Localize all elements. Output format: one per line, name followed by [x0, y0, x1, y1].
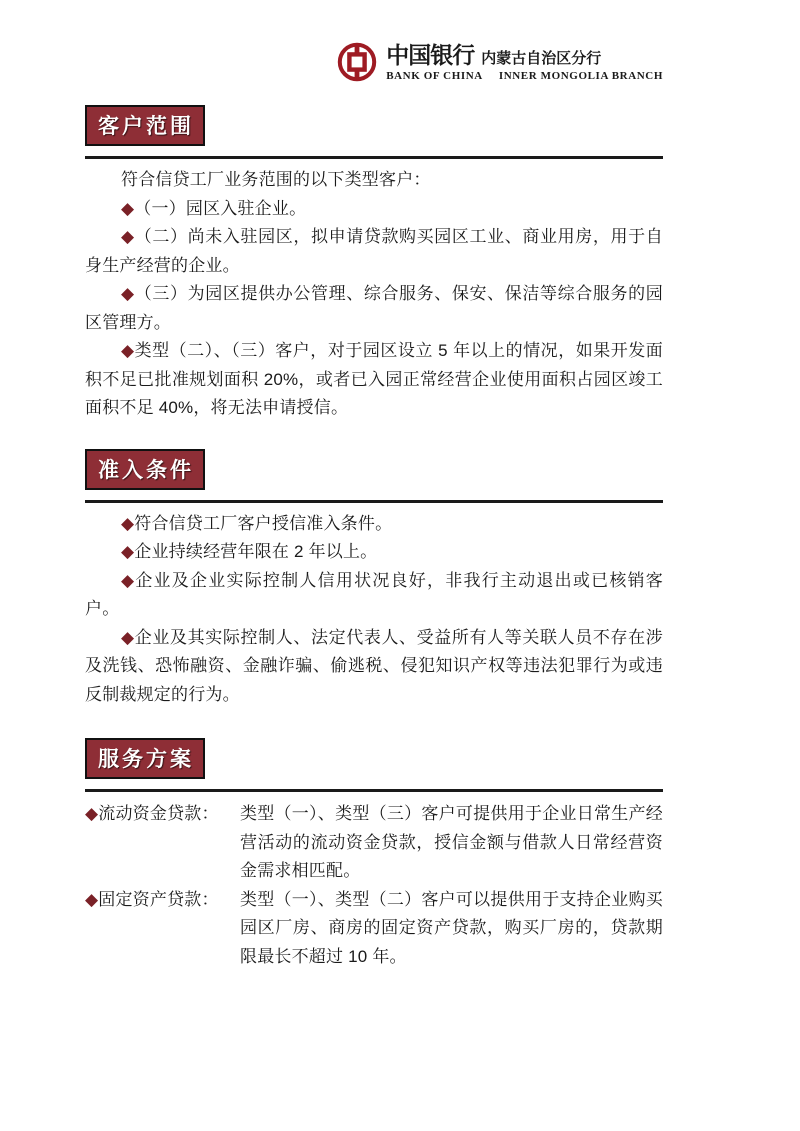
- section-divider: [85, 789, 663, 792]
- paragraph: [85, 280, 663, 337]
- branch-name-cn: 内蒙古自治区分行: [481, 49, 602, 67]
- page-header: [85, 0, 663, 82]
- section-title-box: [85, 449, 205, 490]
- paragraph: [85, 166, 663, 195]
- paragraph-text: 企业持续经营年限在 2 年以上。: [134, 542, 378, 561]
- paragraph: [85, 223, 663, 280]
- diamond-bullet-icon: ◆: [121, 542, 135, 561]
- paragraph: [85, 624, 663, 710]
- service-description: 类型（一）、类型（二）客户可以提供用于支持企业购买园区厂房、商房的固定资产贷款，购买厂房的，贷款期限最长不超过 10 年。: [240, 889, 663, 966]
- section-divider: [85, 500, 663, 503]
- section-title-box: [85, 105, 205, 146]
- diamond-bullet-icon: ◆: [121, 570, 136, 590]
- diamond-bullet-icon: ◆: [121, 284, 135, 303]
- diamond-bullet-icon: ◆: [85, 804, 99, 823]
- service-description: 类型（一）、类型（三）客户可提供用于企业日常生产经营活动的流动资金贷款，授信金额与借款人日常经营资金需求相匹配。: [240, 804, 663, 880]
- section-entry-conditions: [85, 449, 663, 710]
- paragraph: [85, 510, 663, 539]
- section-title: 客户范围: [98, 115, 194, 138]
- section-title: 服务方案: [98, 748, 194, 771]
- paragraph-text: 类型（二）、（三）客户，对于园区设立 5 年以上的情况，如果开发面积不足已批准规划面积 20%，或者已入园正常经营企业使用面积占园区竣工面积不足 40%，将无法申请授信。: [85, 341, 663, 417]
- paragraph-text: （三）为园区提供办公管理、综合服务、保安、保洁等综合服务的园区管理方。: [85, 284, 663, 332]
- paragraph: [85, 538, 663, 567]
- paragraph: [85, 195, 663, 224]
- bank-of-china-logo-icon: [337, 42, 377, 82]
- diamond-bullet-icon: ◆: [85, 889, 99, 909]
- paragraph-text: 符合信贷工厂客户授信准入条件。: [134, 513, 393, 533]
- paragraph-text: （二）尚未入驻园区，拟申请贷款购买园区工业、商业用房，用于自身生产经营的企业。: [85, 227, 663, 275]
- section-title-box: [85, 738, 205, 779]
- bank-name-en: BANK OF CHINA: [386, 69, 483, 82]
- bank-logotype: [386, 43, 663, 82]
- paragraph: [85, 337, 663, 423]
- service-label: ◆固定资产贷款：: [85, 889, 219, 909]
- diamond-bullet-icon: ◆: [121, 627, 135, 647]
- diamond-bullet-icon: ◆: [121, 513, 135, 533]
- service-label: ◆流动资金贷款：: [85, 804, 219, 823]
- bank-name-cn: 中国银行: [386, 42, 475, 68]
- paragraph-text: 企业及企业实际控制人信用状况良好，非我行主动退出或已核销客户。: [85, 570, 663, 618]
- service-item-fixed-asset-loan: [85, 886, 663, 972]
- section-divider: [85, 156, 663, 159]
- paragraph: [85, 567, 663, 624]
- paragraph-text: （一）园区入驻企业。: [134, 198, 307, 218]
- branch-name-en: INNER MONGOLIA BRANCH: [498, 69, 663, 82]
- section-service-plan: [85, 738, 663, 971]
- diamond-bullet-icon: ◆: [121, 341, 135, 360]
- section-customer-scope: [85, 105, 663, 423]
- service-item-working-capital-loan: [85, 800, 663, 886]
- paragraph-text: 符合信贷工厂业务范围的以下类型客户：: [121, 170, 431, 189]
- section-title: 准入条件: [98, 458, 194, 482]
- diamond-bullet-icon: ◆: [121, 198, 135, 218]
- diamond-bullet-icon: ◆: [121, 227, 135, 246]
- paragraph-text: 企业及其实际控制人、法定代表人、受益所有人等关联人员不存在涉及洗钱、恐怖融资、金融诈骗、偷逃税、侵犯知识产权等违法犯罪行为或违反制裁规定的行为。: [85, 627, 663, 704]
